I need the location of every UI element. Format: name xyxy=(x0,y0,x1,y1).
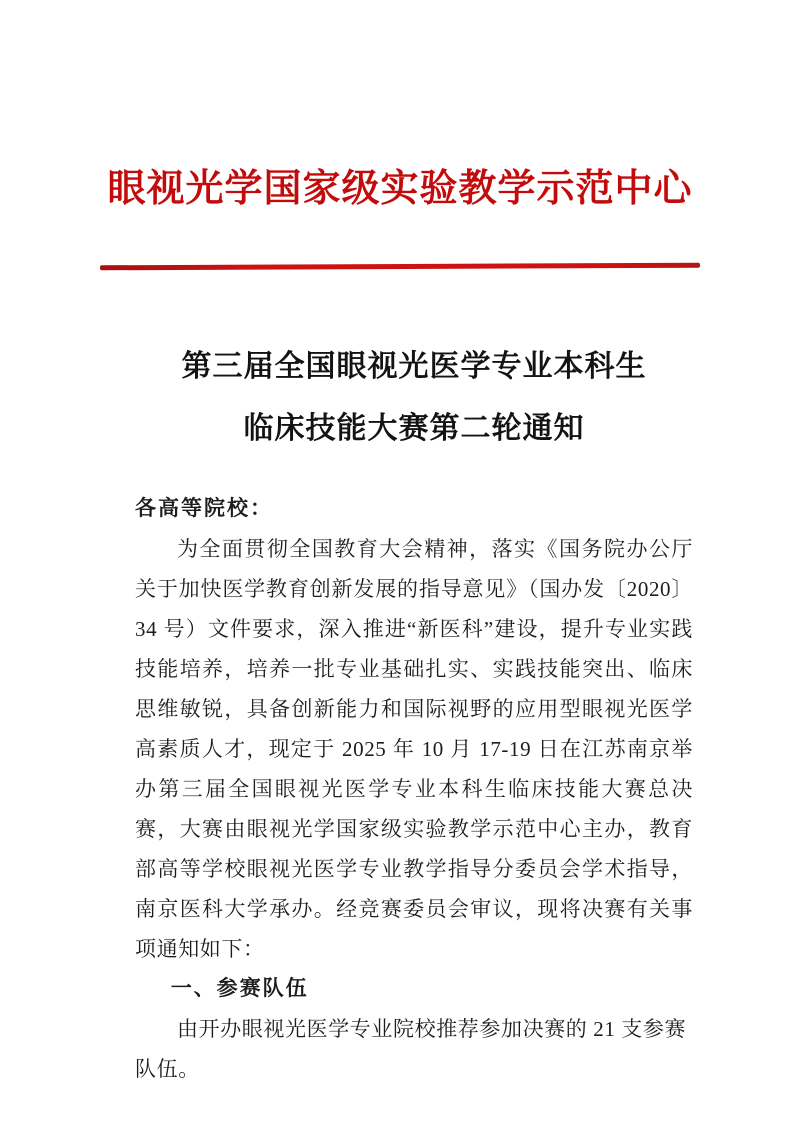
section-1-heading: 一、参赛队伍 xyxy=(170,977,309,1000)
doc-title-line2: 临床技能大赛第二轮通知 xyxy=(243,412,585,445)
notice-body xyxy=(135,489,693,1089)
section-1-text: 由开办眼视光医学专业院校推荐参加决赛的 21 支参赛队伍。 xyxy=(135,1017,687,1081)
intro-paragraph: 为全面贯彻全国教育大会精神，落实《国务院办公厅关于加快医学教育创新发展的指导意见》（国办发〔2020〕34 号）文件要求，深入推进“新医科”建设，提升专业实践技能培养，培养一批专业基础扎实、实践技能突出、临床思维敏锐，具备创新能力和国际视野的应用型眼视光医学高素质人才，现定于 2025 年 10 月 17-19 日在江苏南京举办第三届全国眼视光医学专业本科生临床技能大赛总决赛，大赛由眼视光学国家级实验教学示范中心主办，教育部高等学校眼视光医学专业教学指导分委员会学术指导，南京医科大学承办。经竞赛委员会审议，现将决赛有关事项通知如下： xyxy=(135,537,693,961)
doc-title xyxy=(135,336,693,460)
doc-title-line1: 第三届全国眼视光医学专业本科生 xyxy=(181,350,647,383)
red-divider-line xyxy=(100,263,700,271)
salutation: 各高等院校： xyxy=(135,497,273,520)
org-header-title: 眼视光学国家级实验教学示范中心 xyxy=(107,168,693,210)
